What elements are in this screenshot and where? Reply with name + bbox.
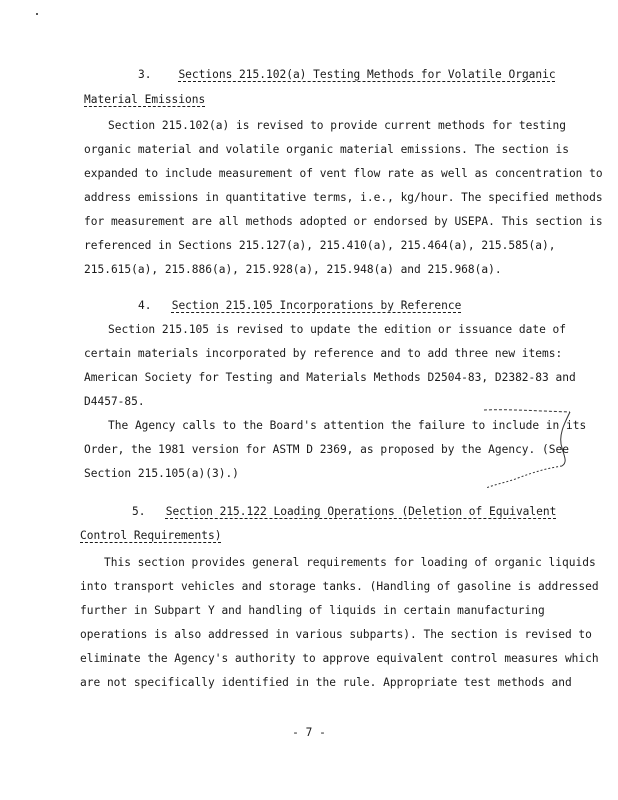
section-4-heading: [138, 299, 461, 312]
section-4-para2-line: Order, the 1981 version for ASTM D 2369, as proposed by the Agency. (See: [84, 443, 569, 456]
section-5-para-line: are not specifically identified in the rule. Appropriate test methods and: [80, 676, 572, 689]
section-5-para-line: operations is also addressed in various subparts). The section is revised to: [80, 628, 592, 641]
section-3-number: 3.: [138, 68, 152, 81]
section-5-para-line: eliminate the Agency's authority to approve equivalent control measures which: [80, 652, 599, 665]
section-3-title-line2: Material Emissions: [84, 93, 206, 106]
section-4-title: Section 215.105 Incorporations by Reference: [171, 299, 462, 312]
section-4-para1-line: certain materials incorporated by reference and to add three new items:: [84, 347, 563, 360]
section-3-para-line: 215.615(a), 215.886(a), 215.928(a), 215.948(a) and 215.968(a).: [84, 263, 502, 276]
section-4-para2-line: The Agency calls to the Board's attention the failure to include in its: [108, 419, 587, 432]
section-4-para2-line: Section 215.105(a)(3).): [84, 467, 239, 480]
page-number: - 7 -: [292, 726, 326, 739]
section-3-para-line: expanded to include measurement of vent flow rate as well as concentration to: [84, 167, 603, 180]
section-3-title-line1: Sections 215.102(a) Testing Methods for Volatile Organic: [178, 68, 556, 81]
section-5-para-line: This section provides general requirements for loading of organic liquids: [104, 556, 596, 569]
section-3-para-line: Section 215.102(a) is revised to provide current methods for testing: [108, 119, 567, 132]
section-3-para-line: for measurement are all methods adopted or endorsed by USEPA. This section is: [84, 215, 603, 228]
section-4-number: 4.: [138, 299, 152, 312]
section-5-para-line: into transport vehicles and storage tanks. (Handling of gasoline is addressed: [80, 580, 599, 593]
section-4-para1-line: Section 215.105 is revised to update the edition or issuance date of: [108, 323, 567, 336]
section-3-para-line: address emissions in quantitative terms, i.e., kg/hour. The specified methods: [84, 191, 603, 204]
section-3-para-line: referenced in Sections 215.127(a), 215.410(a), 215.464(a), 215.585(a),: [84, 239, 556, 252]
section-5-number: 5.: [132, 505, 146, 518]
handwritten-bracket-mark: [478, 404, 578, 492]
section-5-para-line: further in Subpart Y and handling of liquids in certain manufacturing: [80, 604, 545, 617]
section-4-para1-line: American Society for Testing and Materials Methods D2504-83, D2382-83 and: [84, 371, 576, 384]
scan-speck: [36, 13, 38, 15]
section-5-title-line1: Section 215.122 Loading Operations (Deletion of Equivalent: [165, 505, 557, 518]
section-5-title-line2: Control Requirements): [80, 529, 222, 542]
section-3-heading: [138, 68, 556, 81]
section-3-para-line: organic material and volatile organic material emissions. The section is: [84, 143, 569, 156]
section-5-heading: [132, 505, 556, 518]
section-4-para1-line: D4457-85.: [84, 395, 145, 408]
